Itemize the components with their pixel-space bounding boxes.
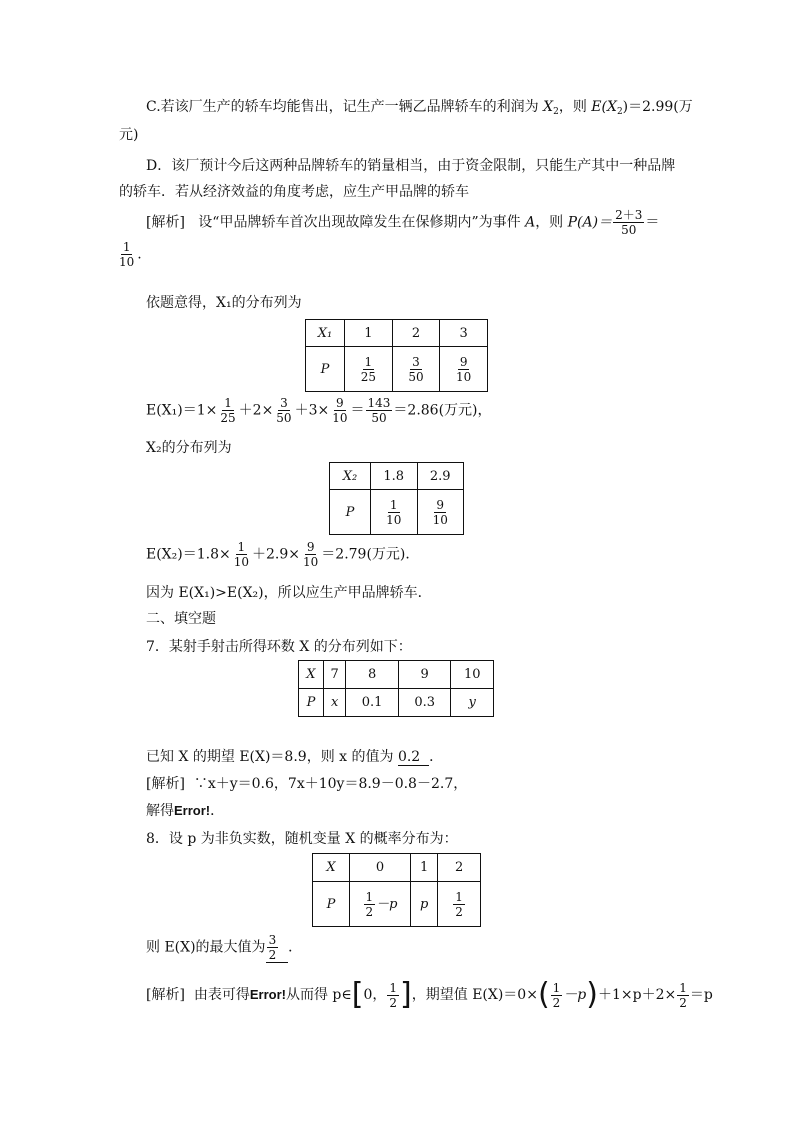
fraction: $\frac{3}{50}$ [408, 354, 424, 384]
table-cell: X [313, 854, 350, 882]
analysis-tag: [解析] [146, 987, 185, 1003]
question-8-analysis: [解析] 由表可得Error!从而得 p∈[0， $\frac{1}{2}$ ]，期望值 E(X)＝0×( $\frac{1}{2}$ －p)＋1×p＋2× $\frac{1}{2}$ ＝p [146, 977, 713, 1012]
answer-blank: 0.2 [398, 749, 429, 766]
table-cell: 0.1 [346, 689, 399, 717]
table-cell [392, 347, 440, 392]
fraction: $\frac{1}{10}$ [386, 497, 402, 527]
fraction: $\frac{9}{10}$ [303, 540, 319, 569]
conclusion: 因为 E(X₁)>E(X₂)，所以应生产甲品牌轿车． [146, 585, 432, 601]
fraction: $\frac{9}{10}$ [432, 497, 448, 527]
question-8-stem: 8．设 p 为非负实数，随机变量 X 的概率分布为： [146, 831, 458, 847]
x2-distribution-table [329, 462, 464, 535]
fraction: $\frac{3}{50}$ [276, 396, 292, 425]
q8-distribution-table [312, 853, 481, 927]
fraction: $\frac{1}{2}$ [365, 889, 374, 919]
table-cell: y [451, 689, 494, 717]
fraction: $\frac{1}{2}$ [389, 980, 398, 1010]
fraction: $\frac{1}{2}$ [552, 980, 561, 1010]
table-cell: P [306, 347, 345, 392]
fraction: $\frac{3}{2}$ [268, 933, 277, 962]
table-cell [371, 490, 418, 535]
fraction: $\frac{1}{10}$ [233, 540, 249, 569]
question-7-ask: 已知 X 的期望 E(X)＝8.9，则 x 的值为 0.2 ． [146, 749, 444, 765]
error-placeholder: Error! [174, 803, 211, 818]
fraction: $\frac{1}{2}$ [679, 980, 687, 1010]
fraction: $\frac{2+3}{50}$ [615, 208, 643, 237]
table-cell: 0 [350, 854, 411, 882]
fraction: $\frac{1}{2}$ [455, 889, 463, 919]
table-cell: 0.3 [398, 689, 451, 717]
right-bracket: ] [400, 977, 412, 1012]
question-7-solve: 解得Error!． [146, 803, 225, 819]
table-cell: 1.8 [371, 463, 418, 490]
table-cell: $\frac{1}{2}$ －p [350, 882, 411, 927]
table-cell: 10 [451, 661, 494, 689]
table-cell: X₂ [330, 463, 371, 490]
table-cell: X₁ [306, 320, 345, 347]
question-7-stem: 7．某射手射击所得环数 X 的分布列如下： [146, 639, 412, 655]
answer-blank [266, 933, 289, 963]
option-c-line1: C.若该厂生产的轿车均能售出，记生产一辆乙品牌轿车的利润为 $X_2$，则 $E(X_2)=2.99$(万 [146, 99, 693, 117]
table-cell: X [299, 661, 324, 689]
fraction: $\frac{143}{50}$ [367, 396, 391, 425]
analysis-tag: [解析] [146, 214, 185, 231]
fraction: $\frac{9}{10}$ [332, 396, 348, 425]
table-cell: 2 [392, 320, 440, 347]
table-cell [440, 347, 488, 392]
table-cell [438, 882, 481, 927]
table-cell: P [313, 882, 350, 927]
table-cell: 1 [345, 320, 393, 347]
error-placeholder: Error! [249, 987, 286, 1002]
table-cell [345, 347, 393, 392]
option-d-line2: 的轿车．若从经济效益的角度考虑，应生产甲品牌的轿车 [119, 184, 469, 200]
option-c-line2: 元) [119, 127, 139, 143]
table-cell: 8 [346, 661, 399, 689]
x2-intro: X₂的分布列为 [146, 440, 232, 456]
table-cell: x [323, 689, 345, 717]
table-cell [417, 490, 464, 535]
expectation-x2: E(X₂)＝1.8× $\frac{1}{10}$ ＋2.9× $\frac{9}{10}$ ＝2.79(万元)． [146, 540, 420, 569]
analysis-1-line1: [解析] 设“甲品牌轿车首次出现故障发生在保修期内”为事件 A，则 P(A)＝ $\frac{2+3}{50}$ ＝ [146, 208, 660, 237]
table-cell: 2.9 [417, 463, 464, 490]
fraction: $\frac{1}{10}$ [119, 240, 135, 269]
analysis-1-line2: $\frac{1}{10}$ . [119, 240, 142, 269]
table-cell: 7 [323, 661, 345, 689]
question-7-analysis: [解析] ∵x＋y＝0.6，7x＋10y＝8.9－0.8－2.7， [146, 776, 468, 792]
x1-intro: 依题意得，X₁的分布列为 [146, 295, 302, 311]
question-8-ask: 则 E(X)的最大值为 $\frac{3}{2}$ ． [146, 933, 303, 962]
table-cell: 3 [440, 320, 488, 347]
right-paren: ) [586, 977, 598, 1012]
left-paren: ( [537, 977, 550, 1012]
option-d-line1: D．该厂预计今后这两种品牌轿车的销量相当，由于资金限制，只能生产其中一种品牌 [146, 158, 676, 174]
table-cell: p [411, 882, 438, 927]
x1-distribution-table [305, 319, 488, 392]
table-cell: P [299, 689, 324, 717]
fraction: $\frac{1}{25}$ [360, 354, 376, 384]
analysis-tag: [解析] [146, 776, 185, 792]
section-heading: 二、填空题 [146, 611, 216, 627]
table-cell: 9 [398, 661, 451, 689]
fraction: $\frac{9}{10}$ [456, 354, 472, 384]
table-cell: 2 [438, 854, 481, 882]
table-cell: 1 [411, 854, 438, 882]
expectation-x1: E(X₁)＝1× $\frac{1}{25}$ ＋2× $\frac{3}{50}$ ＋3× $\frac{9}{10}$ ＝ $\frac{143}{50}$ ＝2.86(万元)， [146, 396, 492, 425]
fraction: $\frac{1}{25}$ [220, 396, 236, 425]
left-bracket: [ [351, 977, 364, 1012]
table-cell: P [330, 490, 371, 535]
q7-distribution-table [298, 660, 494, 717]
